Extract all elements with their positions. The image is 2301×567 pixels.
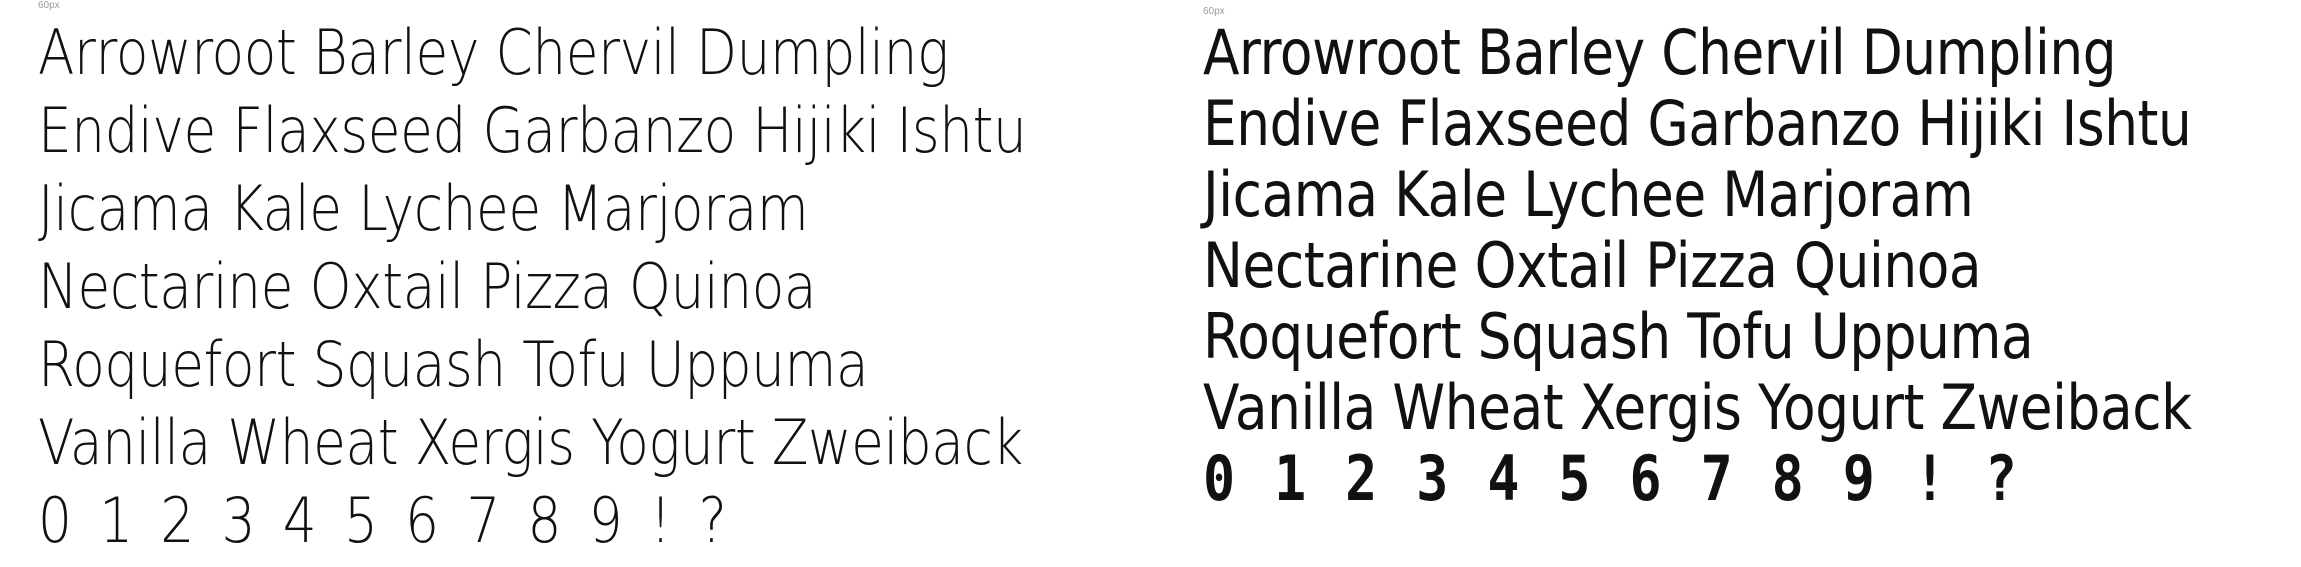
sample-line: Jicama Kale Lychee Marjoram — [38, 172, 809, 245]
sample-line: Nectarine Oxtail Pizza Quinoa — [38, 250, 817, 323]
sample-digits-line: 0 1 2 3 4 5 6 7 8 9 ! ? — [38, 484, 733, 557]
sample-line: Roquefort Squash Tofu Uppuma — [1203, 300, 2034, 373]
size-label: 60px — [38, 0, 60, 11]
sample-line: Roquefort Squash Tofu Uppuma — [38, 328, 869, 401]
sample-line: Vanilla Wheat Xergis Yogurt Zweiback — [38, 406, 1023, 479]
sample-line: Arrowroot Barley Chervil Dumpling — [38, 16, 949, 89]
sample-line: Endive Flaxseed Garbanzo Hijiki Ishtu — [38, 94, 1027, 167]
sample-line: Nectarine Oxtail Pizza Quinoa — [1203, 229, 1982, 302]
sample-digits-line: 0 1 2 3 4 5 6 7 8 9 ! ? — [1203, 442, 2021, 515]
sample-line: Arrowroot Barley Chervil Dumpling — [1203, 16, 2117, 89]
sample-line: Jicama Kale Lychee Marjoram — [1203, 158, 1974, 231]
size-label: 60px — [1203, 6, 1225, 17]
sample-line: Vanilla Wheat Xergis Yogurt Zweiback — [1203, 371, 2192, 444]
sample-line: Endive Flaxseed Garbanzo Hijiki Ishtu — [1203, 87, 2192, 160]
